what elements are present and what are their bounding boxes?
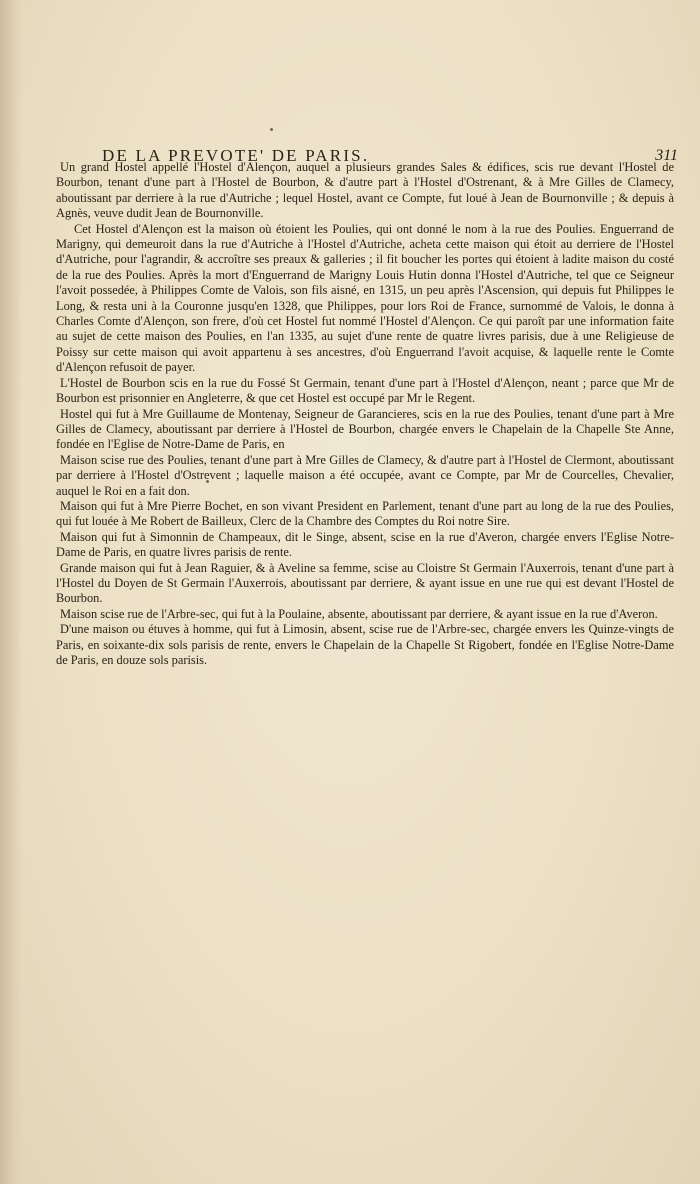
page-number: 311: [655, 147, 678, 164]
paragraph: L'Hostel de Bourbon scis en la rue du Fossé St Germain, tenant d'une part à l'Hostel d'Alençon, neant ; parce que Mr de Bourbon est prisonnier en Angleterre, & que cet Hostel est occupé par Mr le Regent.: [56, 375, 674, 406]
page-binding-shadow: [0, 0, 22, 1184]
paragraph: Grande maison qui fut à Jean Raguier, & à Aveline sa femme, scise au Cloistre St Germain l'Auxerrois, tenant d'une part à l'Hostel du Doyen de St Germain l'Auxerrois, aboutissant par derriere, & ayant issue en une rue qui est devant l'Hostel de Bourbon.: [56, 560, 674, 606]
paragraph: Maison scise rue de l'Arbre-sec, qui fut à la Poulaine, absente, aboutissant par derriere, & ayant issue en la rue d'Averon.: [60, 606, 658, 621]
paragraph: Cet Hostel d'Alençon est la maison où étoient les Poulies, qui ont donné le nom à la rue des Poulies. Enguerrand de Marigny, qui demeuroit dans la rue d'Autriche à l'Hostel d'Autriche, acheta cette maison qui étoit au derriere de l'Hostel d'Autriche, pour l'agrandir, & accroître ses preaux & galleries ; il fit boucher les portes qui étoient à ladite maison du costé de la rue des Poulies. Après la mort d'Enguerrand de Marigny Louis Hutin donna l'Hostel d'Autriche, tel que ce Seigneur l'avoit possedée, à Philippes Comte de Valois, son fils aisné, en 1315, un peu après l'Ascension, qui depuis fut Philippes le Long, & resta uni à la Couronne jusqu'en 1328, que Philippes, pour lors Roi de France, surnommé de Valois, le donna à Charles Comte d'Alençon, son frere, d'où cet Hostel fut nommé l'Hostel d'Alençon. Ce qui paroît par une information faite au sujet de cette maison des Poulies, en l'an 1335, au sujet d'une rente de quatre livres parisis, due à une Religieuse de Poissy sur cette maison qui avoit appartenu à ses ancestres, d'où Enguerrand l'avoit acquise, & laquelle rente le Comte d'Alençon refusoit de payer.: [56, 221, 674, 375]
paragraph: Maison qui fut à Simonnin de Champeaux, dit le Singe, absent, scise en la rue d'Averon, chargée envers l'Eglise Notre-Dame de Paris, en quatre livres parisis de rente.: [56, 529, 674, 560]
body-text: [56, 160, 674, 668]
paragraph: Maison scise rue des Poulies, tenant d'une part à Mre Gilles de Clamecy, & d'autre part à l'Hostel de Clermont, aboutissant par derriere à l'Hostel d'Ostrevent ; laquelle maison a été occupée, avant ce Compte, par Mr de Courcelles, Chevalier, auquel le Roi en a fait don.: [56, 452, 674, 498]
print-dot-mark: [270, 128, 273, 131]
running-title: DE LA PREVOTE' DE PARIS.: [102, 146, 370, 165]
paragraph: Maison qui fut à Mre Pierre Bochet, en son vivant President en Parlement, tenant d'une part au long de la rue des Poulies, qui fut louée à Me Robert de Bailleux, Clerc de la Chambre des Comptes du Roi notre Sire.: [56, 498, 674, 529]
paragraph: D'une maison ou étuves à homme, qui fut à Limosin, absent, scise rue de l'Arbre-sec, chargée envers les Quinze-vingts de Paris, en soixante-dix sols parisis de rente, envers le Chapelain de la Chapelle St Rigobert, fondée en l'Eglise Notre-Dame de Paris, en douze sols parisis.: [56, 622, 674, 667]
paragraph: Hostel qui fut à Mre Guillaume de Montenay, Seigneur de Garancieres, scis en la rue des Poulies, tenant d'une part à Mre Gilles de Clamecy, aboutissant par derriere à l'Hostel de Bourbon, chargée envers le Chapelain de la Chapelle Ste Anne, fondée en l'Eglise de Notre-Dame de Paris, en: [56, 406, 674, 452]
paragraph: Un grand Hostel appellé l'Hostel d'Alençon, auquel a plusieurs grandes Sales & édifices, scis rue devant l'Hostel de Bourbon, tenant d'une part à l'Hostel de Bourbon, & d'autre part à l'Hostel d'Ostrenant, & à Mre Gilles de Clamecy, aboutissant par derriere à la rue d'Autriche ; lequel Hostel, avant ce Compte, fut loué à Jean de Bournonville ; & depuis à Agnès, veuve dudit Jean de Bournonville.: [56, 160, 674, 221]
